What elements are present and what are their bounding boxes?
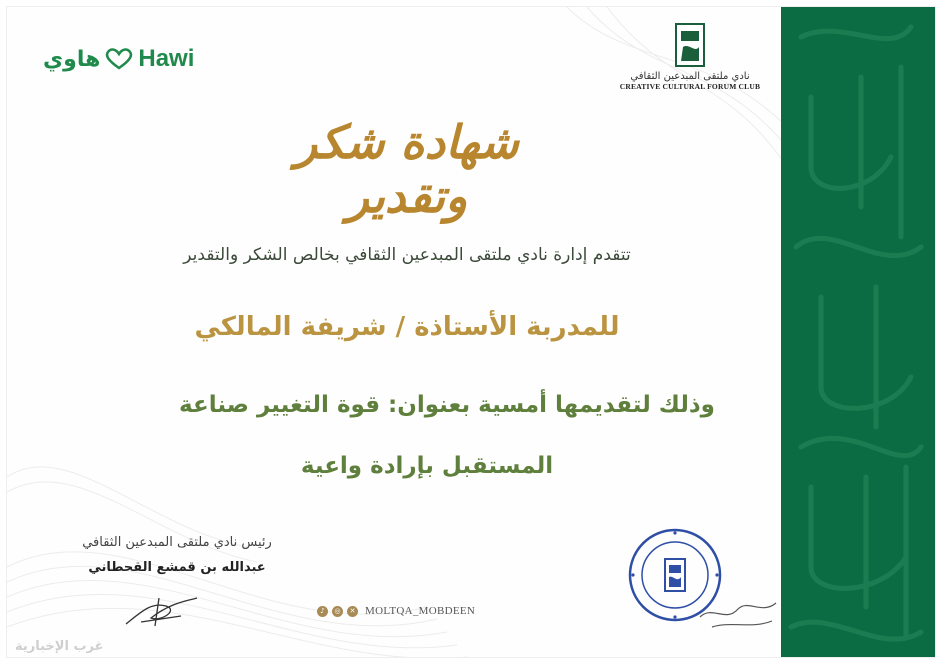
- intro-text: تتقدم إدارة نادي ملتقى المبدعين الثقافي بخالص الشكر والتقدير: [183, 245, 631, 265]
- tiktok-icon: ♪: [317, 606, 328, 617]
- hawi-logo-arabic: هاوي: [43, 46, 101, 72]
- handwritten-signature: [121, 592, 201, 632]
- social-handle-text: MOLTQA_MOBDEEN: [365, 605, 476, 617]
- reason-line-2: المستقبل بإرادة واعية: [300, 453, 554, 479]
- stamp-handwritten-signature: [692, 587, 782, 637]
- signatory-name: عبدالله بن قمشع القحطاني: [88, 560, 266, 575]
- club-name-english: CREATIVE CULTURAL FORUM CLUB: [619, 82, 761, 91]
- hawi-logo: [43, 45, 194, 73]
- club-name-arabic: نادي ملتقى المبدعين الثقافي: [630, 71, 750, 82]
- signatory-role: رئيس نادي ملتقى المبدعين الثقافي: [82, 535, 272, 550]
- certificate-frame: [6, 6, 936, 658]
- club-emblem-icon: [675, 23, 705, 67]
- hawi-logo-english: Hawi: [138, 45, 195, 72]
- reason-line-1: وذلك لتقديمها أمسية بعنوان: قوة التغيير صناعة: [179, 392, 715, 418]
- signatory-block: [37, 535, 317, 575]
- calligraphy-pattern: [781, 7, 935, 658]
- x-icon: ✕: [347, 606, 358, 617]
- social-handles: [317, 605, 475, 617]
- certificate-title: شهادة شكر وتقدير: [295, 115, 519, 223]
- recipient-name: للمدربة الأستاذة / شريفة المالكي: [194, 312, 620, 342]
- club-logo: [615, 23, 765, 91]
- hawi-heart-icon: [104, 47, 134, 71]
- source-watermark: غرب الإخبارية: [15, 639, 104, 654]
- green-calligraphy-band: [781, 7, 935, 658]
- instagram-icon: ◎: [332, 606, 343, 617]
